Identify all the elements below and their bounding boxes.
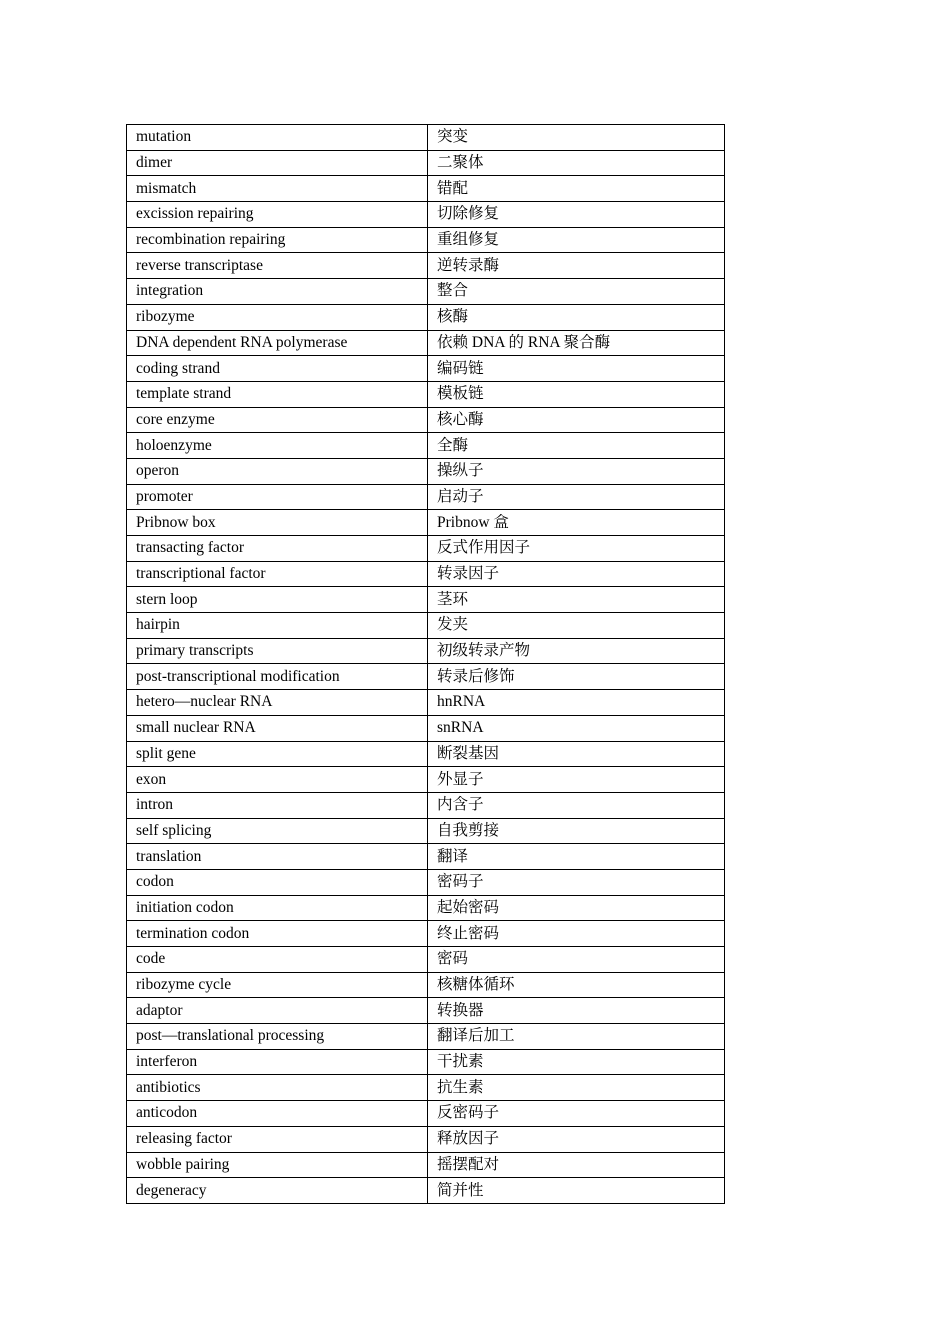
english-term-cell: mutation	[127, 125, 428, 151]
chinese-term-cell: Pribnow 盒	[428, 510, 725, 536]
chinese-term-cell: 反密码子	[428, 1101, 725, 1127]
english-term-cell: ribozyme cycle	[127, 972, 428, 998]
english-term-cell: coding strand	[127, 356, 428, 382]
english-term-cell: template strand	[127, 381, 428, 407]
table-row	[127, 330, 725, 356]
english-term-cell: hetero—nuclear RNA	[127, 690, 428, 716]
table-row	[127, 844, 725, 870]
english-term-cell: translation	[127, 844, 428, 870]
table-row	[127, 792, 725, 818]
english-term-cell: termination codon	[127, 921, 428, 947]
glossary-table-body	[127, 125, 725, 1204]
chinese-term-cell: 发夹	[428, 613, 725, 639]
chinese-term-cell: 翻译	[428, 844, 725, 870]
table-row	[127, 150, 725, 176]
chinese-term-cell: snRNA	[428, 715, 725, 741]
english-term-cell: code	[127, 947, 428, 973]
chinese-term-cell: 模板链	[428, 381, 725, 407]
table-row	[127, 767, 725, 793]
chinese-term-cell: 密码子	[428, 869, 725, 895]
table-row	[127, 895, 725, 921]
table-row	[127, 356, 725, 382]
table-row	[127, 690, 725, 716]
table-row	[127, 510, 725, 536]
table-row	[127, 1049, 725, 1075]
chinese-term-cell: 错配	[428, 176, 725, 202]
chinese-term-cell: 简并性	[428, 1178, 725, 1204]
table-row	[127, 947, 725, 973]
english-term-cell: promoter	[127, 484, 428, 510]
table-row	[127, 921, 725, 947]
english-term-cell: dimer	[127, 150, 428, 176]
table-row	[127, 407, 725, 433]
english-term-cell: anticodon	[127, 1101, 428, 1127]
english-term-cell: antibiotics	[127, 1075, 428, 1101]
english-term-cell: transacting factor	[127, 536, 428, 562]
chinese-term-cell: hnRNA	[428, 690, 725, 716]
english-term-cell: recombination repairing	[127, 227, 428, 253]
english-term-cell: transcriptional factor	[127, 561, 428, 587]
table-row	[127, 972, 725, 998]
chinese-term-cell: 反式作用因子	[428, 536, 725, 562]
table-row	[127, 125, 725, 151]
table-row	[127, 638, 725, 664]
table-row	[127, 998, 725, 1024]
chinese-term-cell: 转换器	[428, 998, 725, 1024]
english-term-cell: reverse transcriptase	[127, 253, 428, 279]
chinese-term-cell: 转录因子	[428, 561, 725, 587]
english-term-cell: core enzyme	[127, 407, 428, 433]
table-row	[127, 176, 725, 202]
table-row	[127, 818, 725, 844]
table-row	[127, 1126, 725, 1152]
chinese-term-cell: 内含子	[428, 792, 725, 818]
chinese-term-cell: 终止密码	[428, 921, 725, 947]
english-term-cell: self splicing	[127, 818, 428, 844]
table-row	[127, 869, 725, 895]
chinese-term-cell: 突变	[428, 125, 725, 151]
table-row	[127, 484, 725, 510]
chinese-term-cell: 翻译后加工	[428, 1024, 725, 1050]
chinese-term-cell: 干扰素	[428, 1049, 725, 1075]
chinese-term-cell: 整合	[428, 279, 725, 305]
table-row	[127, 227, 725, 253]
table-row	[127, 741, 725, 767]
glossary-table	[126, 124, 725, 1204]
table-row	[127, 1178, 725, 1204]
chinese-term-cell: 切除修复	[428, 202, 725, 228]
english-term-cell: excission repairing	[127, 202, 428, 228]
chinese-term-cell: 释放因子	[428, 1126, 725, 1152]
chinese-term-cell: 抗生素	[428, 1075, 725, 1101]
english-term-cell: integration	[127, 279, 428, 305]
english-term-cell: interferon	[127, 1049, 428, 1075]
table-row	[127, 1152, 725, 1178]
chinese-term-cell: 初级转录产物	[428, 638, 725, 664]
table-row	[127, 381, 725, 407]
table-row	[127, 536, 725, 562]
english-term-cell: releasing factor	[127, 1126, 428, 1152]
chinese-term-cell: 操纵子	[428, 458, 725, 484]
table-row	[127, 279, 725, 305]
english-term-cell: post—translational processing	[127, 1024, 428, 1050]
chinese-term-cell: 重组修复	[428, 227, 725, 253]
table-row	[127, 304, 725, 330]
english-term-cell: small nuclear RNA	[127, 715, 428, 741]
chinese-term-cell: 转录后修饰	[428, 664, 725, 690]
english-term-cell: operon	[127, 458, 428, 484]
chinese-term-cell: 启动子	[428, 484, 725, 510]
english-term-cell: mismatch	[127, 176, 428, 202]
table-row	[127, 587, 725, 613]
table-row	[127, 561, 725, 587]
chinese-term-cell: 二聚体	[428, 150, 725, 176]
chinese-term-cell: 核酶	[428, 304, 725, 330]
english-term-cell: DNA dependent RNA polymerase	[127, 330, 428, 356]
english-term-cell: stern loop	[127, 587, 428, 613]
chinese-term-cell: 断裂基因	[428, 741, 725, 767]
table-row	[127, 202, 725, 228]
table-row	[127, 715, 725, 741]
chinese-term-cell: 编码链	[428, 356, 725, 382]
chinese-term-cell: 茎环	[428, 587, 725, 613]
english-term-cell: primary transcripts	[127, 638, 428, 664]
table-row	[127, 1101, 725, 1127]
english-term-cell: wobble pairing	[127, 1152, 428, 1178]
chinese-term-cell: 依赖 DNA 的 RNA 聚合酶	[428, 330, 725, 356]
english-term-cell: hairpin	[127, 613, 428, 639]
english-term-cell: exon	[127, 767, 428, 793]
english-term-cell: post-transcriptional modification	[127, 664, 428, 690]
table-row	[127, 253, 725, 279]
chinese-term-cell: 密码	[428, 947, 725, 973]
english-term-cell: split gene	[127, 741, 428, 767]
english-term-cell: codon	[127, 869, 428, 895]
chinese-term-cell: 起始密码	[428, 895, 725, 921]
english-term-cell: adaptor	[127, 998, 428, 1024]
chinese-term-cell: 全酶	[428, 433, 725, 459]
english-term-cell: holoenzyme	[127, 433, 428, 459]
english-term-cell: degeneracy	[127, 1178, 428, 1204]
table-row	[127, 1024, 725, 1050]
english-term-cell: Pribnow box	[127, 510, 428, 536]
table-row	[127, 664, 725, 690]
table-row	[127, 458, 725, 484]
chinese-term-cell: 外显子	[428, 767, 725, 793]
english-term-cell: initiation codon	[127, 895, 428, 921]
chinese-term-cell: 摇摆配对	[428, 1152, 725, 1178]
english-term-cell: intron	[127, 792, 428, 818]
table-row	[127, 613, 725, 639]
chinese-term-cell: 逆转录酶	[428, 253, 725, 279]
table-row	[127, 433, 725, 459]
english-term-cell: ribozyme	[127, 304, 428, 330]
chinese-term-cell: 核心酶	[428, 407, 725, 433]
chinese-term-cell: 自我剪接	[428, 818, 725, 844]
chinese-term-cell: 核糖体循环	[428, 972, 725, 998]
table-row	[127, 1075, 725, 1101]
